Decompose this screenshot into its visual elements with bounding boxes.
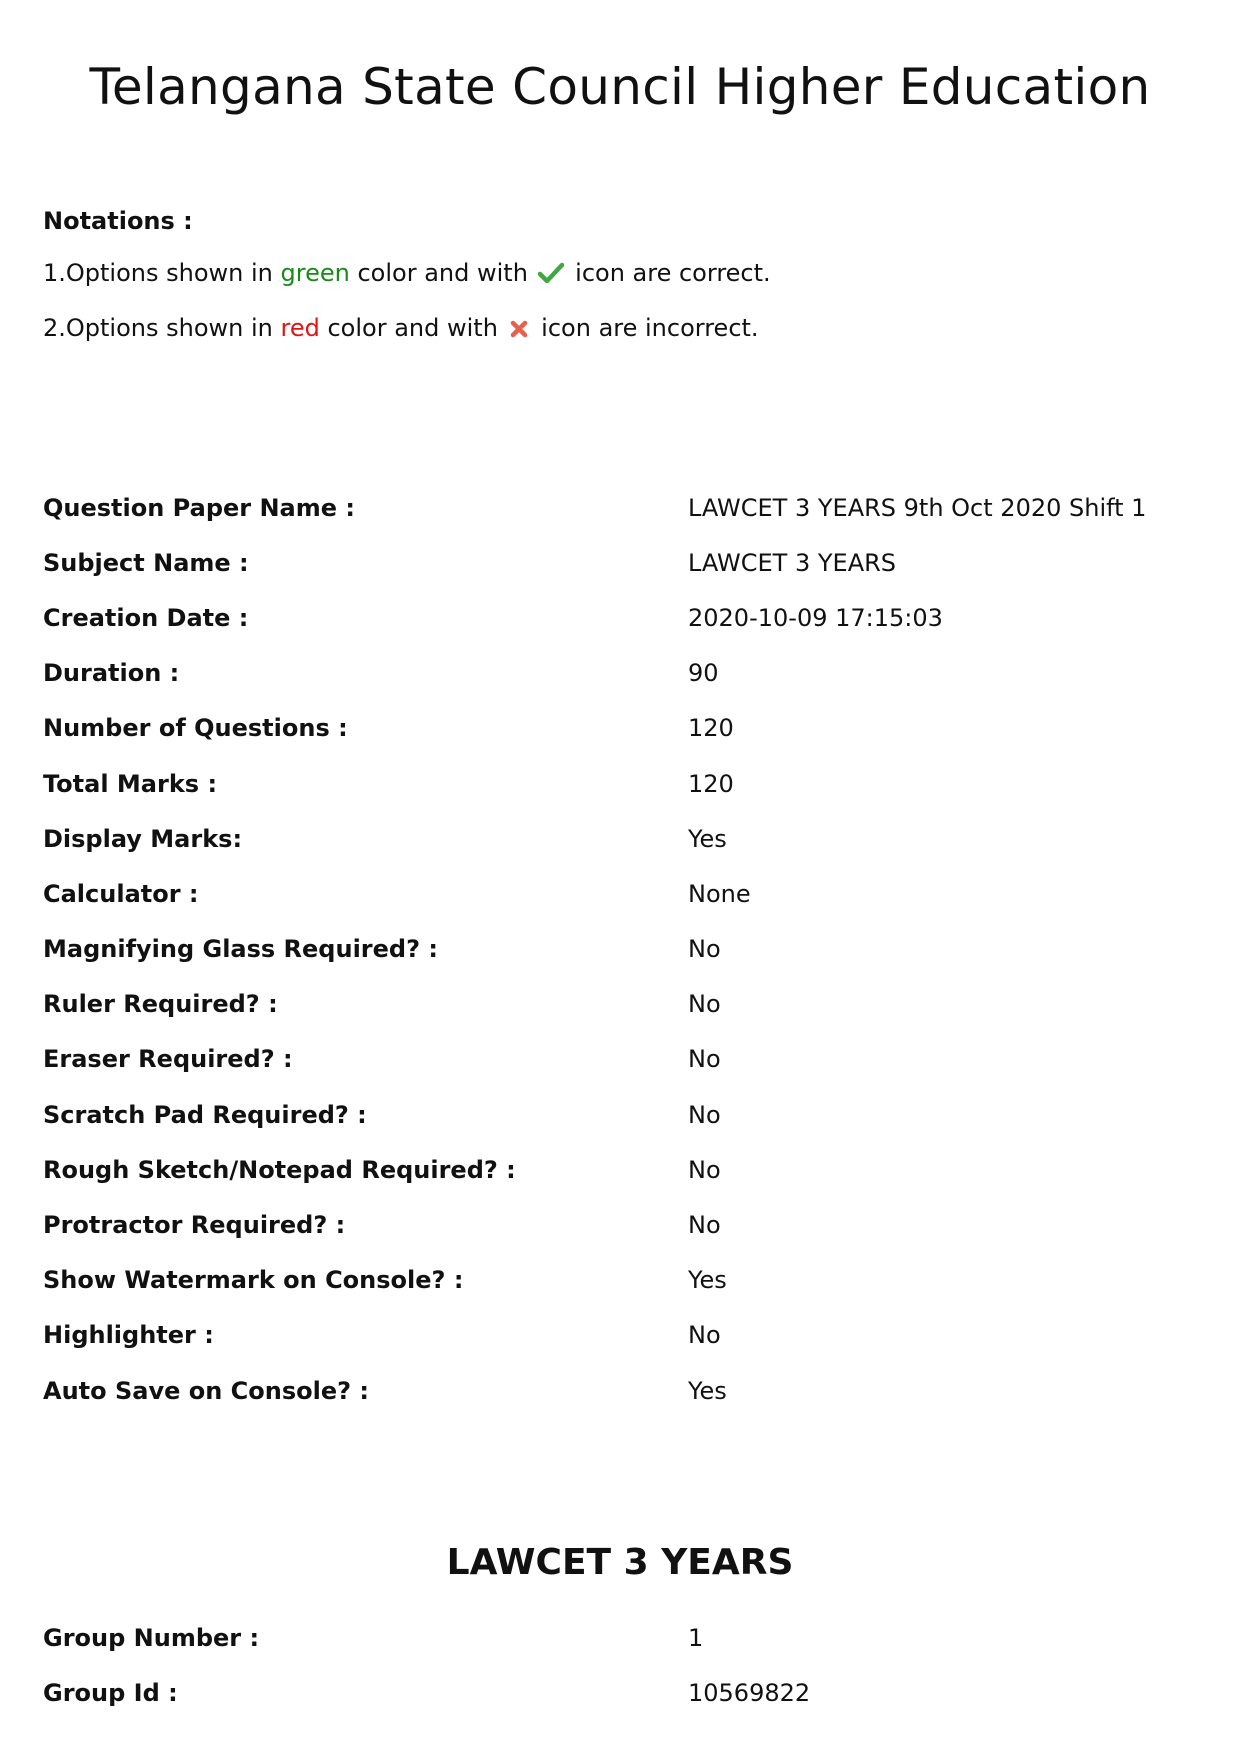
detail-row (43, 1308, 1193, 1363)
detail-label: Eraser Required? : (43, 1045, 293, 1074)
detail-row (43, 1610, 1193, 1665)
detail-label: Group Number : (43, 1623, 260, 1652)
detail-row (43, 1197, 1193, 1252)
detail-value: Yes (688, 1376, 727, 1405)
detail-value: No (688, 1045, 721, 1074)
detail-label: Auto Save on Console? : (43, 1376, 370, 1405)
detail-label: Protractor Required? : (43, 1211, 346, 1240)
detail-label: Duration : (43, 659, 180, 688)
detail-row (43, 1087, 1193, 1142)
detail-row (43, 811, 1193, 866)
cross-icon (508, 313, 530, 349)
notation-correct-prefix: 1.Options shown in (43, 259, 281, 287)
notation-correct-suffix: icon are correct. (567, 259, 771, 287)
page-title: Telangana State Council Higher Education (89, 58, 1151, 116)
detail-label: Subject Name : (43, 548, 249, 577)
group-details-table (43, 1610, 1193, 1720)
detail-label: Display Marks: (43, 824, 243, 853)
detail-label: Total Marks : (43, 769, 218, 798)
detail-label: Highlighter : (43, 1321, 214, 1350)
detail-value: 120 (688, 769, 734, 798)
notation-incorrect-color-word: red (280, 314, 320, 342)
detail-label: Scratch Pad Required? : (43, 1100, 367, 1129)
paper-details-table (43, 480, 1193, 1418)
notation-correct-color-word: green (280, 259, 350, 287)
notations-heading: Notations : (43, 207, 193, 235)
detail-value: LAWCET 3 YEARS 9th Oct 2020 Shift 1 (688, 493, 1147, 522)
detail-row (43, 922, 1193, 977)
detail-row (43, 701, 1193, 756)
detail-value: 1 (688, 1623, 704, 1652)
detail-value: 10569822 (688, 1678, 811, 1707)
detail-value: No (688, 990, 721, 1019)
detail-row (43, 1665, 1193, 1720)
detail-row (43, 756, 1193, 811)
detail-value: 120 (688, 714, 734, 743)
notation-incorrect-suffix: icon are incorrect. (533, 314, 759, 342)
detail-label: Group Id : (43, 1678, 178, 1707)
detail-value: No (688, 1211, 721, 1240)
detail-row (43, 646, 1193, 701)
detail-row (43, 1032, 1193, 1087)
notation-incorrect (43, 310, 771, 365)
detail-row (43, 1253, 1193, 1308)
detail-value: No (688, 1155, 721, 1184)
detail-label: Number of Questions : (43, 714, 348, 743)
detail-value: No (688, 935, 721, 964)
detail-label: Question Paper Name : (43, 493, 355, 522)
detail-row (43, 590, 1193, 645)
detail-label: Magnifying Glass Required? : (43, 935, 438, 964)
detail-value: None (688, 879, 751, 908)
notation-incorrect-middle: color and with (319, 314, 506, 342)
detail-label: Rough Sketch/Notepad Required? : (43, 1155, 516, 1184)
notation-correct (43, 255, 771, 310)
detail-label: Calculator : (43, 879, 199, 908)
detail-value: Yes (688, 1266, 727, 1295)
detail-row (43, 977, 1193, 1032)
detail-value: Yes (688, 824, 727, 853)
section-title: LAWCET 3 YEARS (446, 1542, 794, 1583)
detail-label: Ruler Required? : (43, 990, 278, 1019)
detail-label: Creation Date : (43, 603, 249, 632)
detail-row (43, 1142, 1193, 1197)
notation-incorrect-prefix: 2.Options shown in (43, 314, 281, 342)
notations-block (43, 203, 771, 365)
detail-value: No (688, 1100, 721, 1129)
detail-value: 90 (688, 659, 719, 688)
detail-row (43, 866, 1193, 921)
detail-value: No (688, 1321, 721, 1350)
detail-value: LAWCET 3 YEARS (688, 548, 897, 577)
detail-row (43, 535, 1193, 590)
detail-label: Show Watermark on Console? : (43, 1266, 464, 1295)
notation-correct-middle: color and with (349, 259, 536, 287)
detail-row (43, 480, 1193, 535)
detail-value: 2020-10-09 17:15:03 (688, 603, 943, 632)
check-icon (538, 258, 564, 294)
detail-row (43, 1363, 1193, 1418)
